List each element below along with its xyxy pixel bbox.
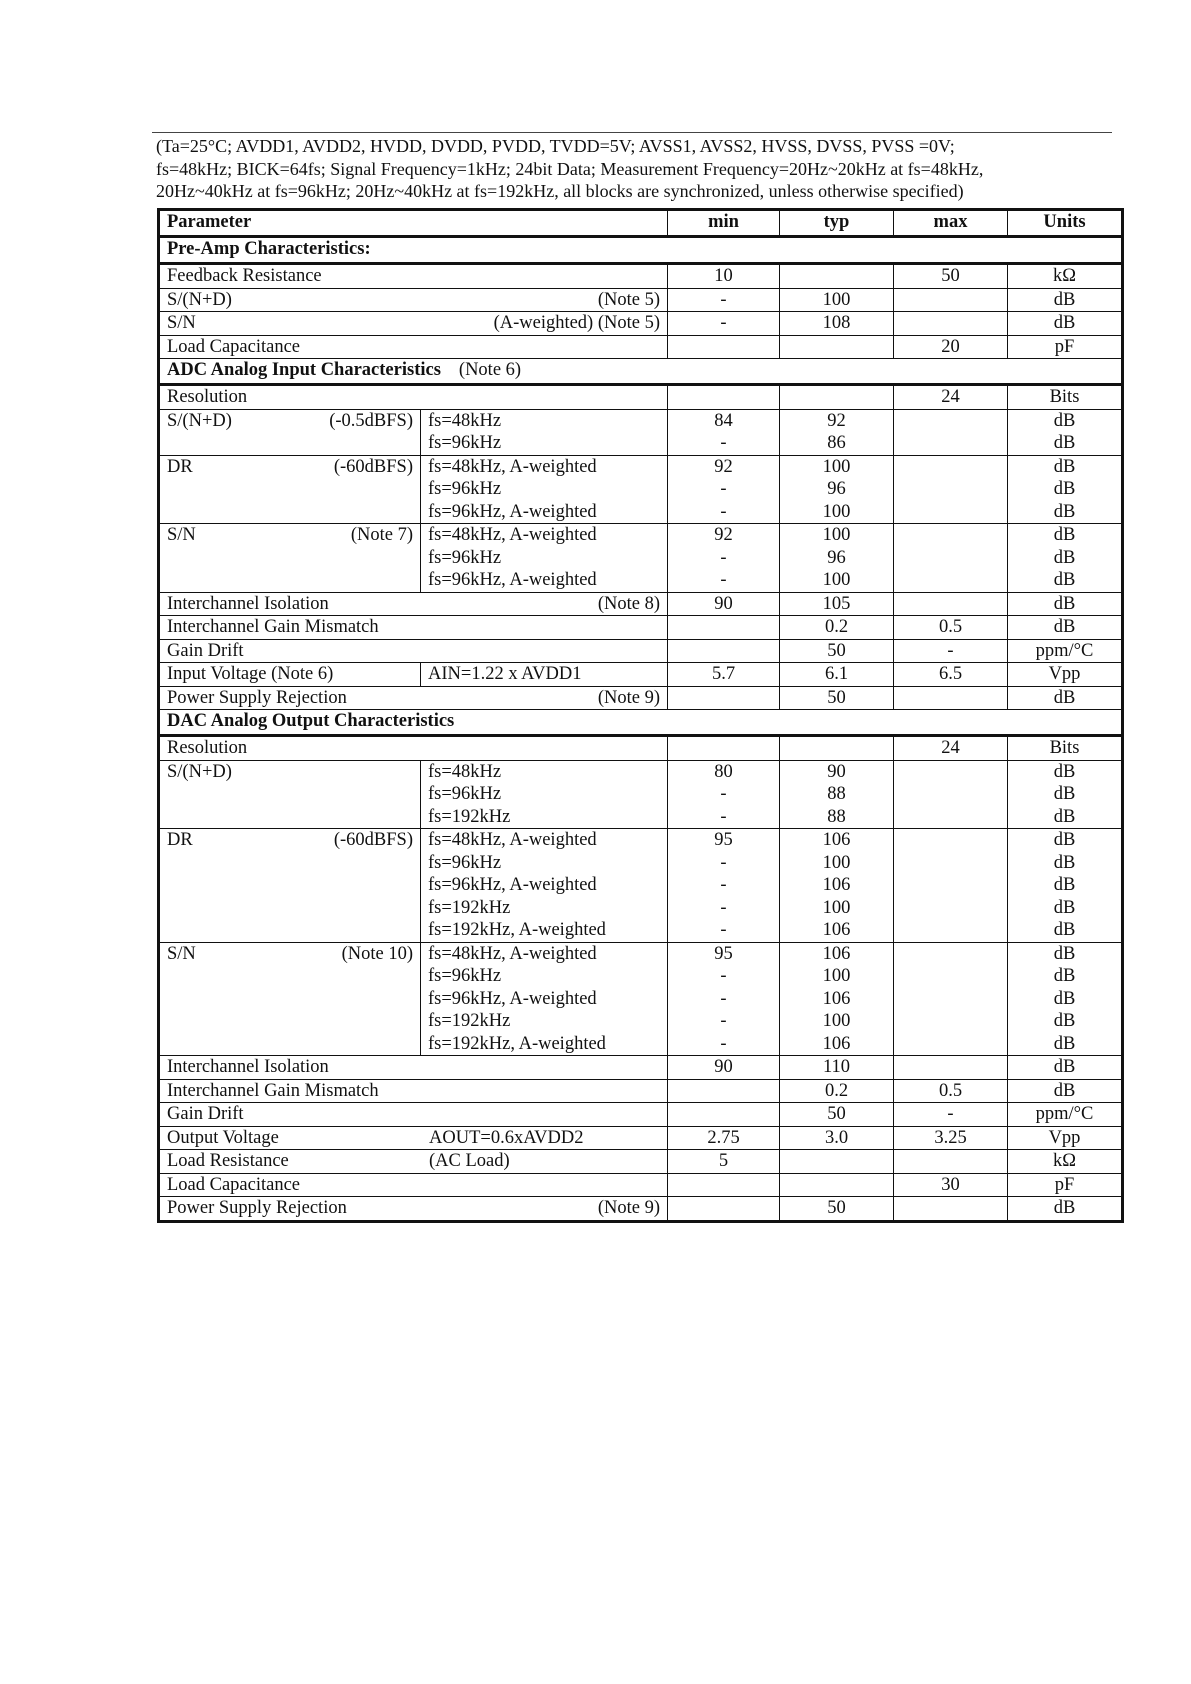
typ-cell: 0.2 [780,616,894,640]
condition: fs=48kHz [428,761,502,782]
typ-cell: 0.2 [780,1079,894,1103]
min-value: - [720,1033,727,1054]
unit-value: dB [1053,806,1076,827]
section-dac [159,710,1123,736]
table-row [159,335,1123,359]
param-label: Load Resistance [167,1151,289,1171]
condition: fs=192kHz [428,806,511,827]
typ-value: 100 [822,852,851,873]
param-cell [159,409,421,455]
param-label: Interchannel Isolation [167,593,329,614]
table-row [159,288,1123,312]
param-label: S/N [167,943,196,964]
typ-cell [780,455,894,524]
min-cell [668,455,780,524]
table-row [159,760,1123,829]
param-condition: AOUT=0.6xAVDD2 [429,1127,584,1148]
table-row [159,686,1123,710]
unit-value: dB [1053,433,1076,453]
min-cell [668,385,780,410]
max-cell [894,312,1008,336]
max-cell [894,455,1008,524]
units-cell: Vpp [1008,663,1123,687]
max-cell: - [894,639,1008,663]
typ-value: 106 [822,988,851,1009]
section-title: Pre-Amp Characteristics: [159,237,1123,264]
condition: fs=96kHz, A-weighted [428,875,597,895]
typ-cell: 100 [780,288,894,312]
typ-value: 106 [822,875,851,895]
param-qualifier: (-60dBFS) [333,456,413,477]
units-cell [1008,942,1123,1056]
min-cell [668,1079,780,1103]
condition: fs=96kHz, A-weighted [428,988,597,1009]
typ-cell [780,736,894,761]
min-cell [668,1197,780,1222]
section-title-note: (Note 6) [458,360,522,380]
param-label: Power Supply Rejection [167,1198,347,1218]
min-cell: 90 [668,1056,780,1080]
min-value: - [720,570,727,590]
top-rule [152,132,1112,133]
max-cell: 3.25 [894,1126,1008,1150]
min-cell: - [668,288,780,312]
unit-value: dB [1053,570,1076,590]
unit-value: dB [1053,456,1076,477]
min-cell [668,736,780,761]
typ-value: 92 [827,410,846,431]
units-cell [1008,455,1123,524]
param-label: S/(N+D) [167,289,232,310]
typ-value: 90 [827,761,846,782]
unit-value: dB [1053,525,1076,545]
typ-cell: 50 [780,1103,894,1127]
typ-value: 100 [822,501,851,522]
param-cell: Gain Drift [159,1103,668,1127]
unit-value: dB [1053,966,1076,986]
unit-value: dB [1053,547,1076,568]
conditions-line: 20Hz~40kHz at fs=96kHz; 20Hz~40kHz at fs=192kHz, all blocks are synchronized, unless otherwise specified) [156,181,964,201]
min-cell [668,1173,780,1197]
units-cell [1008,409,1123,455]
typ-cell: 108 [780,312,894,336]
unit-value: dB [1053,988,1076,1009]
param-cell [159,288,668,312]
typ-cell [780,524,894,593]
units-cell: pF [1008,335,1123,359]
conditions-line: (Ta=25°C; AVDD1, AVDD2, HVDD, DVDD, PVDD, TVDD=5V; AVSS1, AVSS2, HVSS, DVSS, PVSS =0V; [156,136,955,156]
max-cell: 50 [894,264,1008,289]
typ-value: 100 [822,966,851,986]
typ-cell [780,829,894,943]
header-min: min [668,210,780,237]
typ-value: 100 [822,897,851,918]
unit-value: dB [1053,875,1076,895]
param-cell: Load Capacitance [159,335,668,359]
min-value: - [720,920,727,940]
units-cell: dB [1008,1197,1123,1222]
max-cell [894,409,1008,455]
min-value: - [720,1011,727,1031]
condition-cell [421,760,668,829]
typ-value: 86 [827,433,846,453]
min-value: - [720,501,727,522]
table-row [159,592,1123,616]
unit-value: dB [1053,943,1076,964]
units-cell: ppm/°C [1008,1103,1123,1127]
table-row [159,736,1123,761]
param-cell: Input Voltage (Note 6) [159,663,421,687]
max-cell: 0.5 [894,616,1008,640]
param-note: (Note 9) [597,1198,660,1218]
unit-value: dB [1053,784,1076,804]
units-cell: dB [1008,616,1123,640]
units-cell: dB [1008,1056,1123,1080]
param-label: S/N [167,525,196,545]
condition: fs=48kHz, A-weighted [428,830,597,850]
units-cell: dB [1008,1079,1123,1103]
min-cell [668,829,780,943]
table-row [159,385,1123,410]
param-cell [159,686,668,710]
units-cell: dB [1008,288,1123,312]
max-cell [894,760,1008,829]
units-cell [1008,524,1123,593]
typ-cell [780,760,894,829]
min-cell [668,639,780,663]
section-title: DAC Analog Output Characteristics [159,710,1123,736]
condition: fs=96kHz [428,966,502,986]
typ-value: 88 [827,784,846,804]
condition-cell [421,409,668,455]
min-cell: 5.7 [668,663,780,687]
unit-value: dB [1053,830,1076,850]
param-cell: Load Capacitance [159,1173,668,1197]
max-cell [894,686,1008,710]
units-cell: dB [1008,686,1123,710]
typ-cell: 6.1 [780,663,894,687]
typ-value: 106 [822,920,851,940]
param-qualifier: (-60dBFS) [333,830,413,850]
typ-value: 100 [822,570,851,590]
min-value: - [720,875,727,895]
param-label: S/(N+D) [167,410,232,431]
min-value: 95 [714,943,733,964]
condition: fs=96kHz [428,479,502,499]
typ-cell [780,1173,894,1197]
min-value: 92 [714,456,733,477]
param-cell [159,942,421,1056]
max-cell [894,1056,1008,1080]
param-label: S/N [167,313,196,333]
param-note: (Note 5) [597,289,660,310]
table-row [159,1173,1123,1197]
min-cell: 10 [668,264,780,289]
condition: fs=96kHz [428,547,502,568]
param-cell: S/(N+D) [159,760,421,829]
units-cell: Bits [1008,385,1123,410]
table-row [159,942,1123,1056]
param-cell [159,829,421,943]
condition: fs=48kHz [428,410,502,431]
typ-cell: 3.0 [780,1126,894,1150]
min-cell [668,1103,780,1127]
table-row [159,264,1123,289]
typ-value: 100 [822,456,851,477]
max-cell: 6.5 [894,663,1008,687]
table-row [159,312,1123,336]
condition: fs=96kHz, A-weighted [428,501,597,522]
max-cell [894,1150,1008,1174]
min-value: - [720,479,727,499]
condition-cell: AIN=1.22 x AVDD1 [421,663,668,687]
min-cell: 2.75 [668,1126,780,1150]
param-cell [159,1150,668,1174]
param-cell [159,1126,668,1150]
min-value: - [720,966,727,986]
max-cell: 30 [894,1173,1008,1197]
param-cell: Feedback Resistance [159,264,668,289]
table-row [159,1079,1123,1103]
param-cell: Interchannel Gain Mismatch [159,1079,668,1103]
condition: fs=192kHz [428,897,511,918]
min-cell [668,335,780,359]
max-cell: 0.5 [894,1079,1008,1103]
param-cell: Interchannel Gain Mismatch [159,616,668,640]
min-cell [668,686,780,710]
unit-value: dB [1053,1033,1076,1054]
min-cell [668,942,780,1056]
param-cell: Gain Drift [159,639,668,663]
min-value: 95 [714,830,733,850]
max-cell [894,524,1008,593]
unit-value: dB [1053,852,1076,873]
measurement-conditions [156,135,1116,203]
typ-cell [780,335,894,359]
max-cell [894,829,1008,943]
max-cell: 24 [894,385,1008,410]
typ-value: 96 [827,547,846,568]
min-value: - [720,806,727,827]
condition: fs=192kHz, A-weighted [428,1033,606,1054]
header-parameter: Parameter [159,210,668,237]
table-row [159,1056,1123,1080]
conditions-line: fs=48kHz; BICK=64fs; Signal Frequency=1kHz; 24bit Data; Measurement Frequency=20Hz~20kHz at fs=48kHz, [156,158,984,179]
units-cell: kΩ [1008,1150,1123,1174]
typ-cell: 105 [780,592,894,616]
unit-value: dB [1053,920,1076,940]
max-cell [894,592,1008,616]
min-cell [668,524,780,593]
condition: fs=192kHz, A-weighted [428,920,606,940]
condition: fs=96kHz [428,852,502,873]
condition: fs=48kHz, A-weighted [428,456,597,477]
condition-cell [421,524,668,593]
units-cell: Bits [1008,736,1123,761]
min-cell [668,409,780,455]
param-qualifier: (Note 7) [350,525,413,545]
header-typ: typ [780,210,894,237]
param-label: Power Supply Rejection [167,687,347,708]
units-cell [1008,829,1123,943]
unit-value: dB [1053,1011,1076,1031]
param-cell [159,1197,668,1222]
typ-cell: 110 [780,1056,894,1080]
condition: fs=192kHz [428,1011,511,1031]
min-value: - [720,897,727,918]
max-cell [894,1197,1008,1222]
min-value: - [720,784,727,804]
max-cell: - [894,1103,1008,1127]
param-label: Output Voltage [167,1127,279,1148]
typ-cell: 50 [780,1197,894,1222]
unit-value: dB [1053,410,1076,431]
param-note: (A-weighted) (Note 5) [493,313,660,333]
unit-value: dB [1053,501,1076,522]
typ-value: 106 [822,1033,851,1054]
typ-value: 106 [822,830,851,850]
spec-table [157,208,1124,1223]
min-value: 84 [714,410,733,431]
param-label: DR [167,456,193,477]
typ-value: 100 [822,1011,851,1031]
min-value: 80 [714,761,733,782]
typ-cell [780,264,894,289]
table-row [159,663,1123,687]
max-cell [894,942,1008,1056]
typ-cell: 50 [780,686,894,710]
table-row [159,829,1123,943]
section-adc [159,359,1123,385]
condition-cell [421,829,668,943]
typ-value: 106 [822,943,851,964]
units-cell: ppm/°C [1008,639,1123,663]
param-qualifier: (Note 10) [341,943,413,964]
table-row [159,455,1123,524]
unit-value: dB [1053,479,1076,499]
param-cell: Resolution [159,385,668,410]
condition: fs=96kHz [428,784,502,804]
param-cell [159,455,421,524]
max-cell: 24 [894,736,1008,761]
typ-value: 96 [827,479,846,499]
min-cell: 90 [668,592,780,616]
header-max: max [894,210,1008,237]
typ-cell [780,942,894,1056]
condition: fs=96kHz, A-weighted [428,570,597,590]
condition: fs=96kHz [428,433,502,453]
typ-cell [780,1150,894,1174]
units-cell [1008,760,1123,829]
section-title-text: ADC Analog Input Characteristics [167,360,441,380]
header-units: Units [1008,210,1123,237]
units-cell: dB [1008,312,1123,336]
min-value: 92 [714,525,733,545]
typ-cell [780,409,894,455]
table-row [159,1197,1123,1222]
table-row [159,1103,1123,1127]
param-cell [159,524,421,593]
min-cell: 5 [668,1150,780,1174]
condition-cell [421,455,668,524]
param-cell [159,312,668,336]
max-cell [894,288,1008,312]
condition: fs=48kHz, A-weighted [428,525,597,545]
param-condition: (AC Load) [429,1151,510,1171]
param-cell [159,592,668,616]
min-cell [668,616,780,640]
param-cell: Resolution [159,736,668,761]
max-cell: 20 [894,335,1008,359]
table-row [159,616,1123,640]
units-cell: dB [1008,592,1123,616]
min-value: - [720,852,727,873]
units-cell: kΩ [1008,264,1123,289]
param-cell: Interchannel Isolation [159,1056,668,1080]
min-cell [668,760,780,829]
section-preamp [159,237,1123,264]
table-row [159,409,1123,455]
param-note: (Note 8) [597,593,660,614]
typ-cell [780,385,894,410]
param-note: (Note 9) [597,687,660,708]
unit-value: dB [1053,897,1076,918]
header-row [159,210,1123,237]
min-value: - [720,988,727,1009]
unit-value: dB [1053,761,1076,782]
param-label: DR [167,830,193,850]
table-row [159,1150,1123,1174]
typ-value: 100 [822,525,851,545]
min-cell: - [668,312,780,336]
units-cell: Vpp [1008,1126,1123,1150]
table-row [159,524,1123,593]
condition-cell [421,942,668,1056]
min-value: - [720,547,727,568]
table-row [159,1126,1123,1150]
min-value: - [720,433,727,453]
param-qualifier: (-0.5dBFS) [329,410,413,431]
table-row [159,639,1123,663]
units-cell: pF [1008,1173,1123,1197]
condition: fs=48kHz, A-weighted [428,943,597,964]
section-title [159,359,1123,385]
typ-value: 88 [827,806,846,827]
typ-cell: 50 [780,639,894,663]
